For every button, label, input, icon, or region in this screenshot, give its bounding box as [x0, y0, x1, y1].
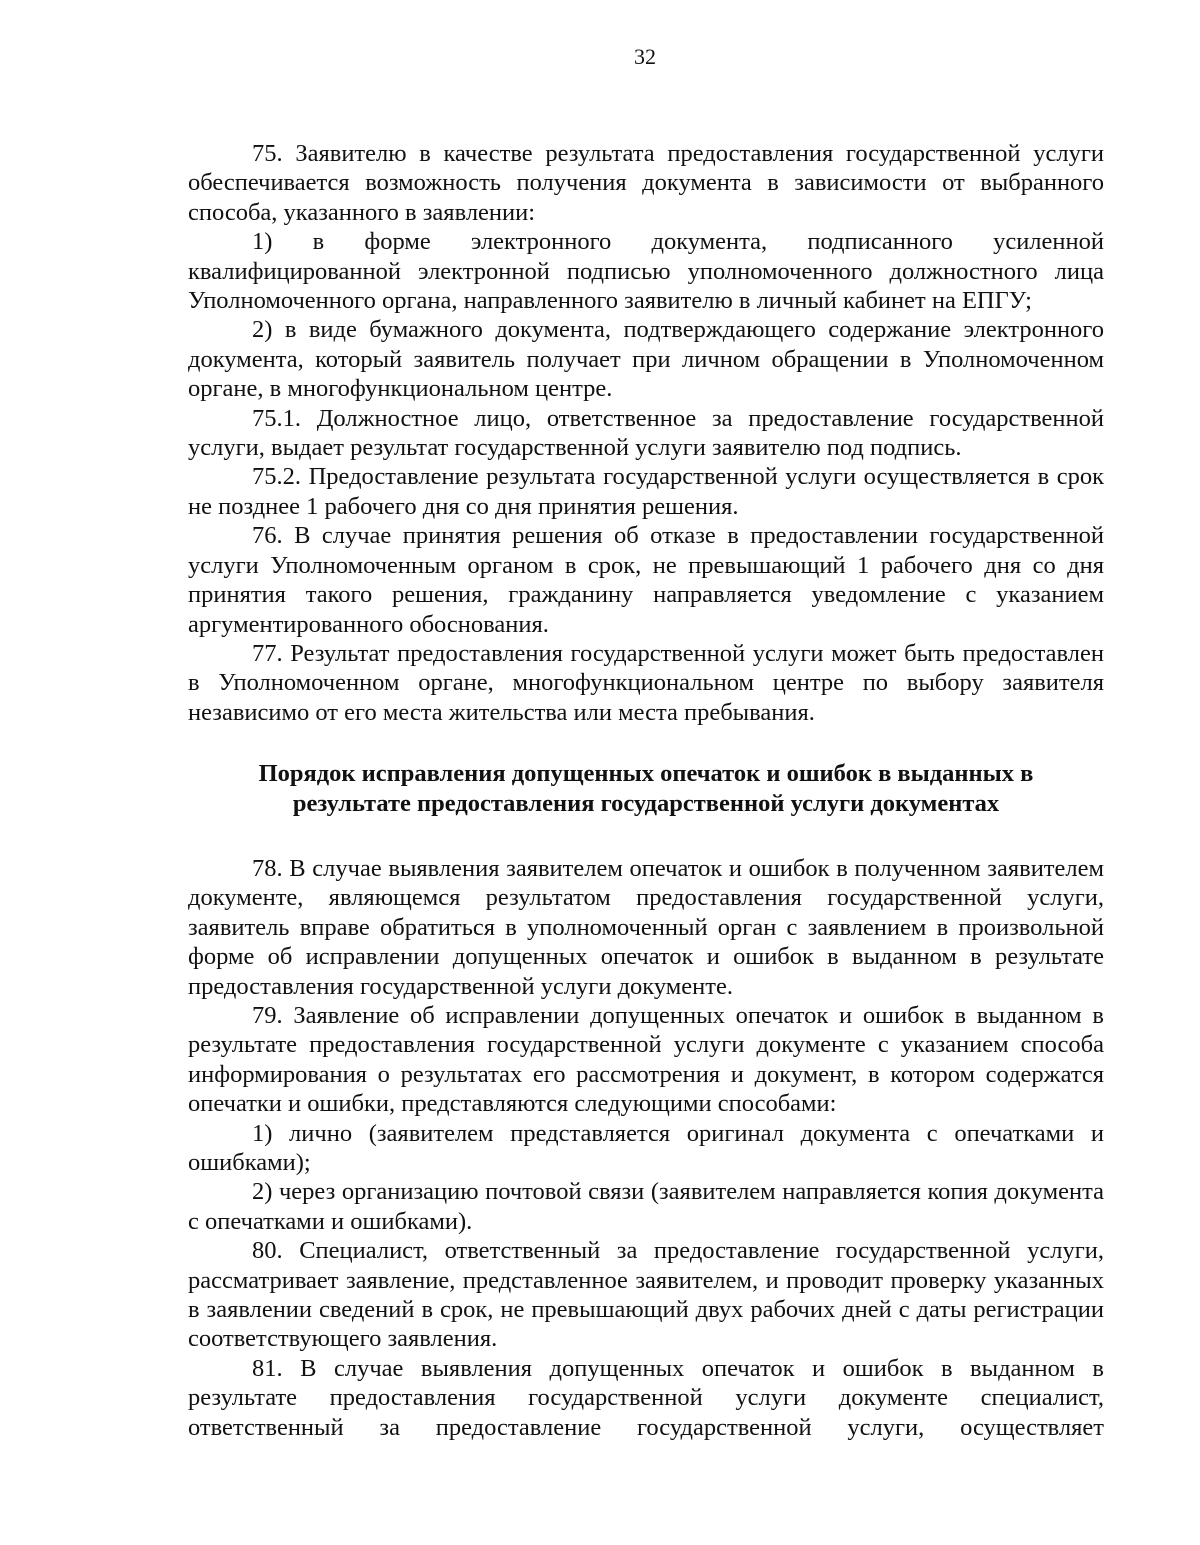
- page-number: 32: [634, 44, 656, 69]
- paragraph-75-item-1: 1) в форме электронного документа, подписанного усиленной квалифицированной электронной подписью уполномоченного должностного лица Уполномоченного органа, направленного заявителю в личный кабинет на ЕПГУ;: [188, 228, 1104, 315]
- paragraph-75: 75. Заявителю в качестве результата предоставления государственной услуги обеспечивается возможность получения документа в зависимости от выбранного способа, указанного в заявлении:: [188, 140, 1104, 226]
- paragraph-75-2: 75.2. Предоставление результата государственной услуги осуществляется в срок не позднее 1 рабочего дня со дня принятия решения.: [188, 463, 1104, 520]
- paragraph-79-item-2: 2) через организацию почтовой связи (заявителем направляется копия документа с опечатками и ошибками).: [188, 1178, 1104, 1235]
- section-heading: Порядок исправления допущенных опечаток и ошибок в выданных в результате предоставления государственной услуги документах: [258, 760, 1034, 817]
- paragraph-75-1: 75.1. Должностное лицо, ответственное за предоставление государственной услуги, выдает результат государственной услуги заявителю под подпись.: [188, 404, 1104, 462]
- paragraph-76: 76. В случае принятия решения об отказе в предоставлении государственной услуги Уполномоченным органом в срок, не превышающий 1 рабочего дня со дня принятия такого решения, гражданину направляется уведомление с указанием аргументированного обоснования.: [188, 522, 1104, 638]
- paragraph-79: 79. Заявление об исправлении допущенных опечаток и ошибок в выданном в результате предоставления государственной услуги документе с указанием способа информирования о результатах его рассмотрения и документ, в котором содержатся опечатки и ошибки, представляются следующими способами:: [188, 1001, 1104, 1118]
- paragraph-75-item-2: 2) в виде бумажного документа, подтверждающего содержание электронного документа, который заявитель получает при личном обращении в Уполномоченном органе, в многофункциональном центре.: [188, 316, 1104, 403]
- paragraph-81: 81. В случае выявления допущенных опечаток и ошибок в выданном в результате предоставления государственной услуги документе специалист, ответственный за предоставление государственной услуги, осуществляет: [188, 1354, 1104, 1441]
- paragraph-78: 78. В случае выявления заявителем опечаток и ошибок в полученном заявителем документе, являющемся результатом предоставления государственной услуги, заявитель вправе обратиться в уполномоченный орган с заявлением в произвольной форме об исправлении допущенных опечаток и ошибок в выданном в результате предоставления государственной услуги документе.: [188, 854, 1104, 1000]
- paragraph-80: 80. Специалист, ответственный за предоставление государственной услуги, рассматривает заявление, представленное заявителем, и проводит проверку указанных в заявлении сведений в срок, не превышающий двух рабочих дней с даты регистрации соответствующего заявления.: [188, 1237, 1104, 1353]
- document-body: [188, 139, 1104, 1442]
- paragraph-79-item-1: 1) лично (заявителем представляется оригинал документа с опечатками и ошибками);: [188, 1119, 1104, 1176]
- paragraph-77: 77. Результат предоставления государственной услуги может быть предоставлен в Уполномоченном органе, многофункциональном центре по выбору заявителя независимо от его места жительства или места пребывания.: [188, 639, 1104, 726]
